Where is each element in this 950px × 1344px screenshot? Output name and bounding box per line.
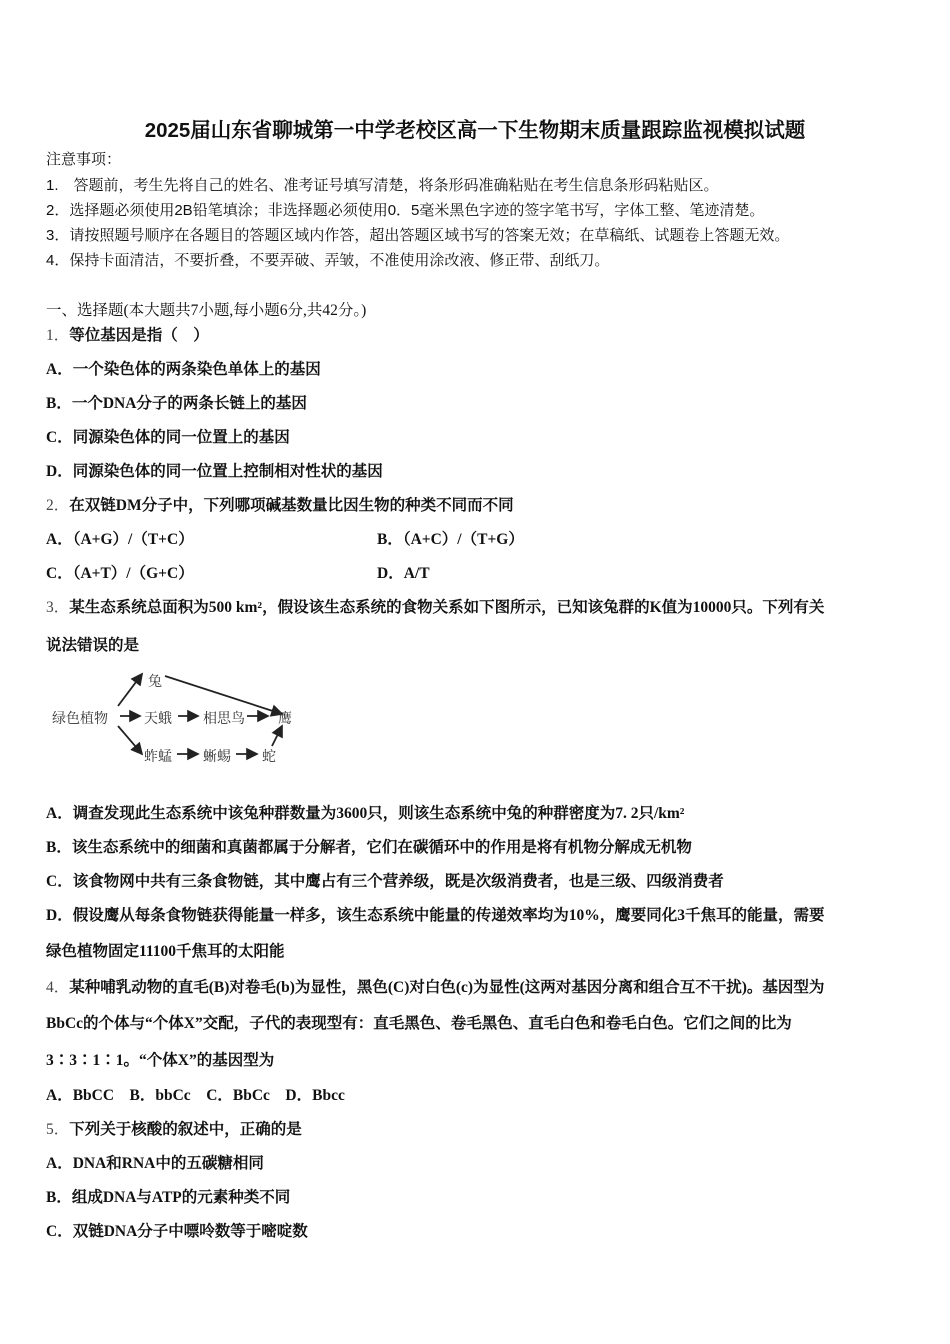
notice-heading: 注意事项：	[46, 151, 122, 168]
question-number: 4．	[46, 979, 70, 996]
option: A．DNA和RNA中的五碳糖相同	[46, 1155, 264, 1172]
option: A．调查发现此生态系统中该兔种群数量为3600只，则该生态系统中兔的种群密度为7. 2只/km²	[46, 805, 685, 822]
node-eagle: 鹰	[278, 710, 292, 726]
question-stem: 等位基因是指（ ）	[69, 327, 209, 344]
notice-item: 4．保持卡面清洁，不要折叠，不要弄破、弄皱，不准使用涂改液、修正带、刮纸刀。	[46, 252, 610, 269]
section-heading: 一、选择题(本大题共7小题,每小题6分,共42分。)	[46, 302, 367, 319]
option: B．（A+C）/（T+G）	[377, 531, 524, 548]
question-stem-cont: 3∶3∶1∶1。“个体X”的基因型为	[46, 1052, 275, 1069]
question-stem-cont: BbCc的个体与“个体X”交配，子代的表现型有：直毛黑色、卷毛黑色、直毛白色和卷毛白色。它们之间的比为	[46, 1015, 792, 1032]
option: B．一个DNA分子的两条长链上的基因	[46, 395, 307, 412]
notice-item: 1. 答题前，考生先将自己的姓名、准考证号填写清楚，将条形码准确粘贴在考生信息条形码粘贴区。	[46, 177, 719, 194]
option: D．同源染色体的同一位置上控制相对性状的基因	[46, 463, 383, 480]
question-stem: 某种哺乳动物的直毛(B)对卷毛(b)为显性，黑色(C)对白色(c)为显性(这两对基因分离和组合互不干扰)。基因型为	[69, 979, 825, 996]
option: C．双链DNA分子中嘌呤数等于嘧啶数	[46, 1223, 308, 1240]
option: A．一个染色体的两条染色单体上的基因	[46, 361, 321, 378]
option: A．（A+G）/（T+C）	[46, 531, 194, 548]
option: B．该生态系统中的细菌和真菌都属于分解者，它们在碳循环中的作用是将有机物分解成无机物	[46, 839, 692, 856]
question-stem-cont: 说法错误的是	[46, 637, 140, 654]
node-green-plants: 绿色植物	[52, 710, 108, 726]
question-stem: 下列关于核酸的叙述中，正确的是	[69, 1121, 302, 1138]
question-2	[46, 496, 514, 516]
option: D．假设鹰从每条食物链获得能量一样多，该生态系统中能量的传递效率均为10%，鹰要同化3千焦耳的能量，需要	[46, 907, 825, 924]
question-number: 2．	[46, 497, 70, 514]
question-number: 3．	[46, 599, 70, 616]
question-3	[46, 598, 824, 618]
option: C．该食物网中共有三条食物链，其中鹰占有三个营养级，既是次级消费者，也是三级、四级消费者	[46, 873, 724, 890]
node-grasshopper: 蚱蜢	[144, 748, 172, 764]
options: A．BbCC B．bbCc C．BbCc D．Bbcc	[46, 1087, 345, 1104]
question-1	[46, 326, 209, 346]
question-number: 5．	[46, 1121, 70, 1138]
option: C．同源染色体的同一位置上的基因	[46, 429, 290, 446]
question-number: 1．	[46, 327, 70, 344]
question-5	[46, 1120, 302, 1140]
question-stem: 在双链DM分子中，下列哪项碱基数量比因生物的种类不同而不同	[69, 497, 514, 514]
notice-item: 3．请按照题号顺序在各题目的答题区域内作答，超出答题区域书写的答案无效；在草稿纸、试题卷上答题无效。	[46, 227, 790, 244]
food-web-diagram	[50, 668, 310, 768]
node-snake: 蛇	[262, 748, 276, 764]
node-rabbit: 兔	[148, 673, 162, 689]
page-title: 2025届山东省聊城第一中学老校区高一下生物期末质量跟踪监视模拟试题	[144, 119, 806, 142]
node-lizard: 蜥蜴	[203, 748, 231, 764]
node-hawkmoth: 天蛾	[144, 710, 172, 726]
option-cont: 绿色植物固定11100千焦耳的太阳能	[46, 943, 285, 960]
node-bird: 相思鸟	[203, 710, 245, 726]
notice-item: 2．选择题必须使用2B铅笔填涂；非选择题必须使用0．5毫米黑色字迹的签字笔书写，字体工整、笔迹清楚。	[46, 202, 765, 219]
option: B．组成DNA与ATP的元素种类不同	[46, 1189, 291, 1206]
option: D．A/T	[377, 565, 430, 582]
question-4	[46, 978, 824, 998]
question-stem: 某生态系统总面积为500 km²，假设该生态系统的食物关系如下图所示，已知该兔群的K值为10000只。下列有关	[69, 599, 825, 616]
option: C．（A+T）/（G+C）	[46, 565, 194, 582]
